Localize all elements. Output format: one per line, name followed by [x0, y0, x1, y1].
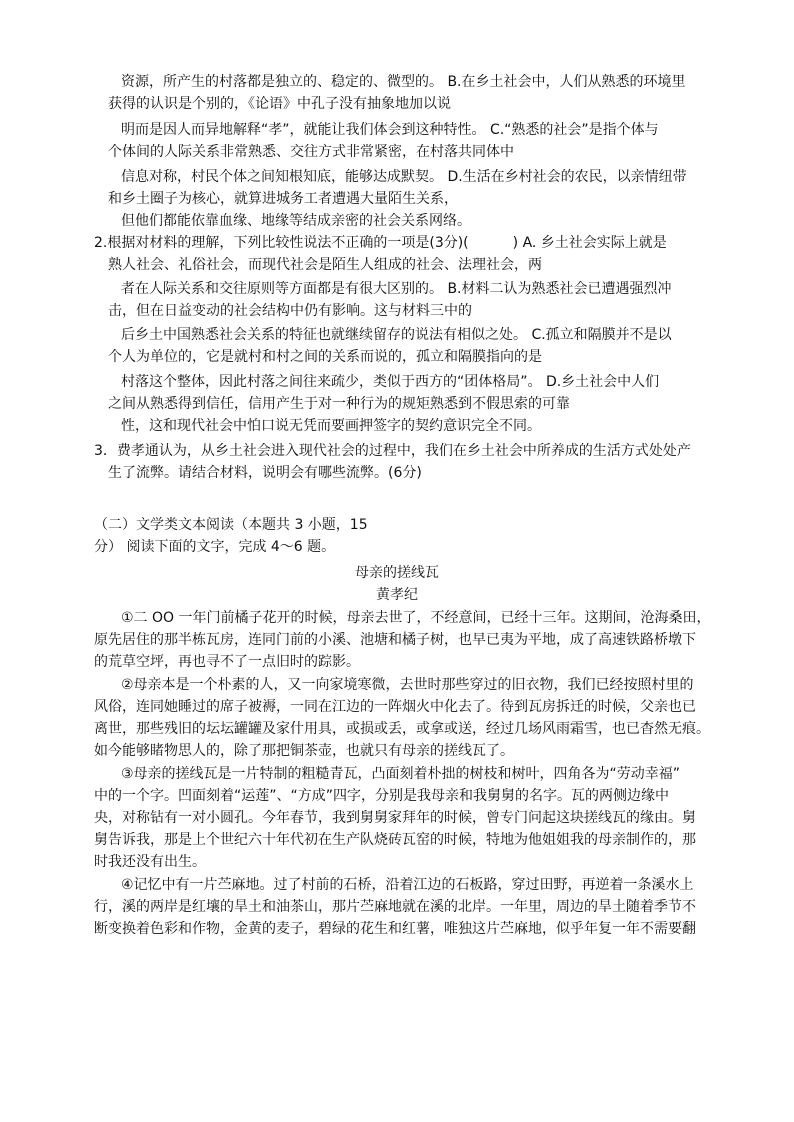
article-line-15: 断变换着色彩和作物，金黄的麦子，碧绿的花生和红薯，唯独这片苎麻地，似乎年复一年不需要翻 [94, 921, 696, 937]
q1-line-2: 获得的认识是个别的，《论语》中孔子没有抽象地加以说 [108, 96, 451, 112]
q2-line-4: 击，但在日益变动的社会结构中仍有影响。这与材料三中的 [108, 303, 472, 319]
q1-line-4: 个体间的人际关系非常熟悉、交往方式非常紧密，在村落共同体中 [108, 144, 514, 160]
article-line-8: ③母亲的搓线瓦是一片特制的粗糙青瓦，凸面刻着朴拙的树枝和树叶，四角各为“劳动幸福” [121, 766, 681, 782]
article-line-13: ④记忆中有一片苎麻地。过了村前的石桥，沿着江边的石板路，穿过田野，再逆着一条溪水上 [121, 877, 694, 893]
q2-line-3: 者在人际关系和交往原则等方面都是有很大区别的。 B.材料二认为熟悉社会已遭遇强烈冲 [121, 281, 672, 297]
article-line-4: ②母亲本是一个朴素的人，又一向家境寒微，去世时那些穿过的旧衣物，我们已经按照村里的 [121, 677, 694, 693]
q2-line-7: 村落这个整体，因此村落之间往来疏少，类似于西方的“团体格局”。 D.乡土社会中人们 [121, 374, 660, 390]
article-line-14: 行，溪的两岸是红壤的旱土和油茶山，那片苎麻地就在溪的北岸。一年里，周边的旱土随着季节不 [94, 899, 696, 915]
q1-line-7: 但他们都能依靠血缘、地缘等结成亲密的社会关系网络。 [121, 213, 471, 229]
article-line-7: 如今能够睹物思人的，除了那把铜茶壶，也就只有母亲的搓线瓦了。 [94, 743, 514, 759]
article-line-3: 的荒草空坪，再也寻不了一点旧时的踪影。 [94, 654, 360, 670]
article-line-11: 舅告诉我，那是上个世纪六十年代初在生产队烧砖瓦窑的时候，特地为他姐姐我的母亲制作的，那 [94, 832, 696, 848]
q1-line-3: 明而是因人而异地解释“孝”，就能让我们体会到这种特性。 C.“熟悉的社会”是指个体与 [121, 122, 659, 138]
section-instruction: 分） 阅读下面的文字，完成 4～6 题。 [94, 539, 336, 555]
q2-line-5: 后乡土中国熟悉社会关系的特征也就继续留存的说法有相似之处。 C.孤立和隔膜并不是以 [121, 327, 672, 343]
article-line-5: 风俗，连同她睡过的席子被褥，一同在江边的一阵烟火中化去了。待到瓦房拆迁的时候，父亲也已 [94, 699, 696, 715]
article-line-10: 央，对称钻有一对小圆孔。今年春节，我到舅舅家拜年的时候，曾专门问起这块搓线瓦的缘由。舅 [94, 810, 696, 826]
q1-line-5: 信息对称，村民个体之间知根知底，能够达成默契。 D.生活在乡村社会的农民，以亲情纽带 [121, 169, 687, 185]
q2-stem [94, 233, 667, 253]
q2-line-6: 个人为单位的，它是就村和村之间的关系而说的，孤立和隔膜指向的是 [108, 349, 542, 365]
q2-line-8: 之间从熟悉得到信任，信用产生于对一种行为的规矩熟悉到不假思索的可靠 [108, 396, 570, 412]
q3-line-1: 3．费孝通认为，从乡土社会进入现代社会的过程中，我们在乡土社会中所养成的生活方式处处产 [94, 443, 691, 459]
q3-line-2: 生了流弊。请结合材料，说明会有哪些流弊。(6分) [108, 465, 422, 481]
article-title: 母亲的搓线瓦 [355, 565, 439, 581]
article-line-12: 时我还没有出生。 [94, 854, 206, 870]
article-line-2: 原先居住的那半栋瓦房，连同门前的小溪、池塘和橘子树，也早已夷为平地，成了高速铁路桥墩下 [94, 632, 696, 648]
section-heading: （二）文学类文本阅读（本题共 3 小题，15 [94, 517, 368, 533]
q2-option-a-start: ) A. 乡土社会实际上就是 [512, 235, 667, 251]
q1-line-1: 资源，所产生的村落都是独立的、稳定的、微型的。 B.在乡土社会中，人们从熟悉的环境里 [121, 74, 686, 90]
article-line-9: 中的一个字。凹面刻着“运莲”、“方成”四字，分别是我母亲和我舅舅的名字。瓦的两侧边缘中 [94, 788, 670, 804]
article-line-1: ①二 OO 一年门前橘子花开的时候，母亲去世了，不经意间，已经十三年。这期间，沧海桑田， [121, 610, 711, 626]
q2-stem-text: 2.根据对材料的理解，下列比较性说法不正确的一项是(3分)( [94, 235, 469, 251]
article-author: 黄孝纪 [376, 587, 418, 603]
article-line-6: 离世，那些残旧的坛坛罐罐及家什用具，或损或丢，或拿或送，经过几场风雨霜雪，也已杳然无痕。 [94, 721, 710, 737]
q2-line-9: 性，这和现代社会中怕口说无凭而要画押签字的契约意识完全不同。 [121, 418, 541, 434]
q1-line-6: 和乡土圈子为核心，就算进城务工者遭遇大量陌生关系， [108, 191, 458, 207]
q2-line-2: 熟人社会、礼俗社会，而现代社会是陌生人组成的社会、法理社会，两 [108, 257, 542, 273]
